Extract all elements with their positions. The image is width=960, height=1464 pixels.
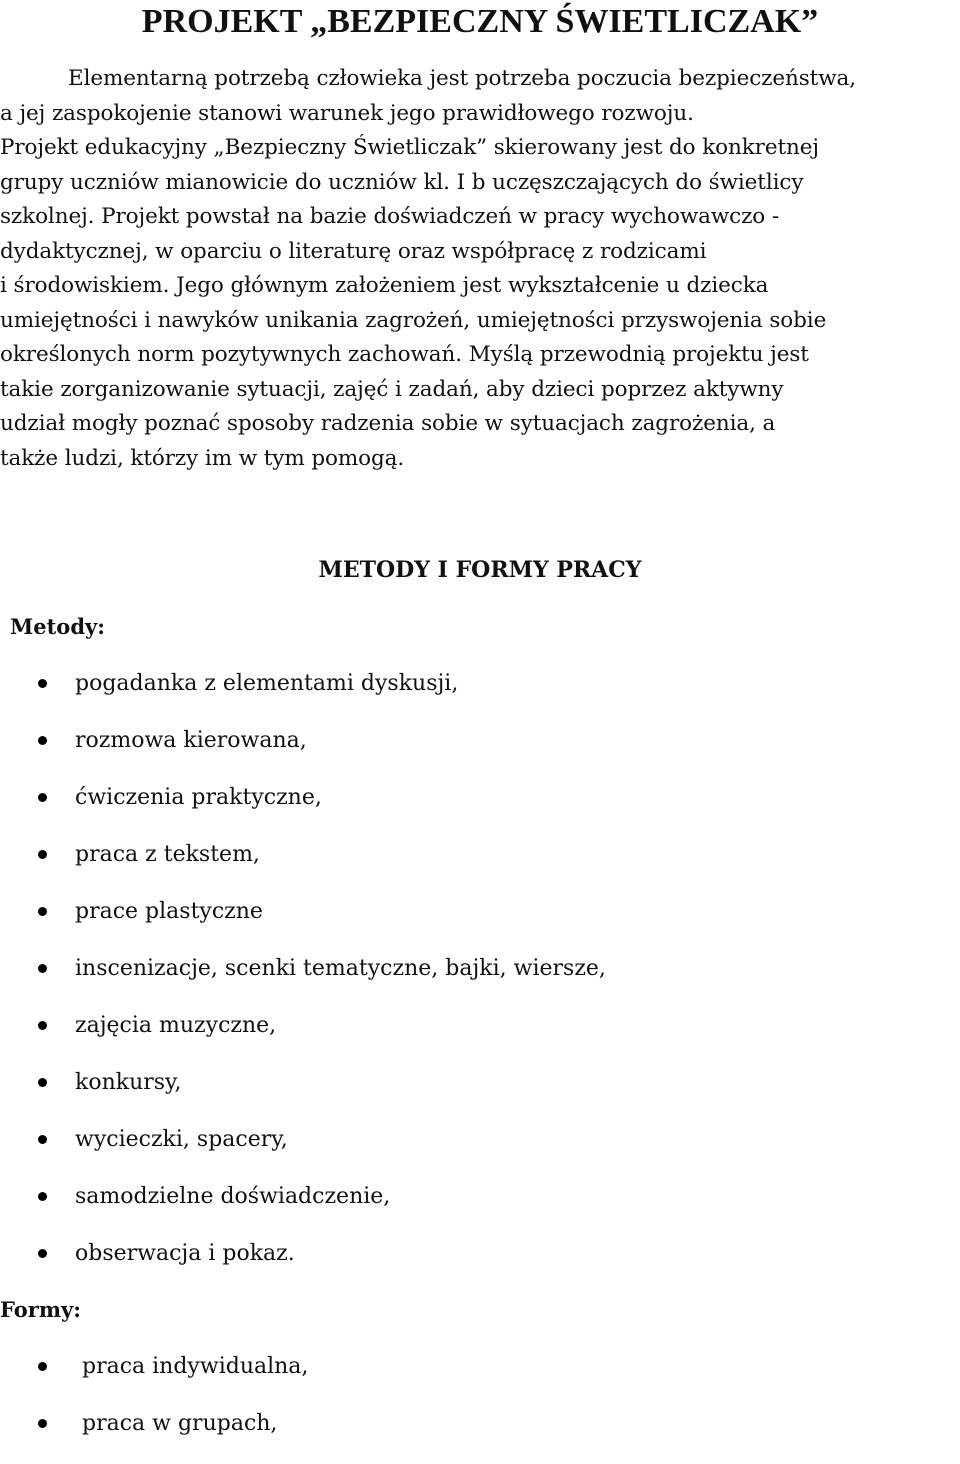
intro-line: szkolnej. Projekt powstał na bazie doświadczeń w pracy wychowawczo - [0,204,780,229]
list-item-text: rozmowa kierowana, [75,728,307,753]
bullet-icon [38,1021,47,1030]
intro-line: dydaktycznej, w oparciu o literaturę oraz współpracę z rodzicami [0,238,707,264]
metody-label: Metody: [10,614,105,639]
list-item-text: prace plastyczne [75,899,263,924]
bullet-icon [38,850,47,859]
bullet-icon [38,1249,47,1258]
intro-line: udział mogły poznać sposoby radzenia sobie w sytuacjach zagrożenia, a [0,411,776,436]
intro-paragraph [0,62,960,476]
bullet-icon [38,1362,47,1371]
bullet-icon [38,1135,47,1144]
list-item-text: konkursy, [75,1070,182,1095]
list-item-text: zajęcia muzyczne, [75,1013,277,1038]
intro-line: takie zorganizowanie sytuacji, zajęć i zadań, aby dzieci poprzez aktywny [0,376,784,402]
bullet-icon [38,679,47,688]
intro-line: Elementarną potrzebą człowieka jest potrzeba poczucia bezpieczeństwa, [68,66,856,91]
bullet-icon [38,793,47,802]
intro-line: także ludzi, którzy im w tym pomogą. [0,445,405,471]
bullet-icon [38,1419,47,1428]
list-item-text: praca indywidualna, [82,1354,309,1379]
intro-line: określonych norm pozytywnych zachowań. Myślą przewodnią projektu jest [0,342,809,367]
intro-line: umiejętności i nawyków unikania zagrożeń, umiejętności przyswojenia sobie [0,307,827,333]
bullet-icon [38,1078,47,1087]
list-item-text: ćwiczenia praktyczne, [75,785,322,810]
intro-line: grupy uczniów mianowicie do uczniów kl. I b uczęszczających do świetlicy [0,169,804,195]
bullet-icon [38,736,47,745]
bullet-icon [38,964,47,973]
list-item-text: samodzielne doświadczenie, [75,1184,391,1209]
list-item-text: pogadanka z elementami dyskusji, [75,671,459,696]
list-item-text: wycieczki, spacery, [75,1127,288,1152]
intro-line: Projekt edukacyjny „Bezpieczny Świetliczak” skierowany jest do konkretnej [0,135,819,160]
intro-line: i środowiskiem. Jego głównym założeniem jest wykształcenie u dziecka [0,273,769,298]
document-title: PROJEKT „BEZPIECZNY ŚWIETLICZAK” [141,3,819,40]
bullet-icon [38,1192,47,1201]
list-item-text: obserwacja i pokaz. [75,1241,295,1266]
intro-line: a jej zaspokojenie stanowi warunek jego prawidłowego rozwoju. [0,100,694,126]
list-item-text: praca w grupach, [82,1411,278,1436]
bullet-icon [38,907,47,916]
section-heading [0,553,960,587]
list-item-text: inscenizacje, scenki tematyczne, bajki, wiersze, [75,956,606,981]
formy-label: Formy: [0,1297,82,1322]
section-heading-text: METODY I FORMY PRACY [318,557,642,583]
list-item-text: praca z tekstem, [75,842,260,867]
